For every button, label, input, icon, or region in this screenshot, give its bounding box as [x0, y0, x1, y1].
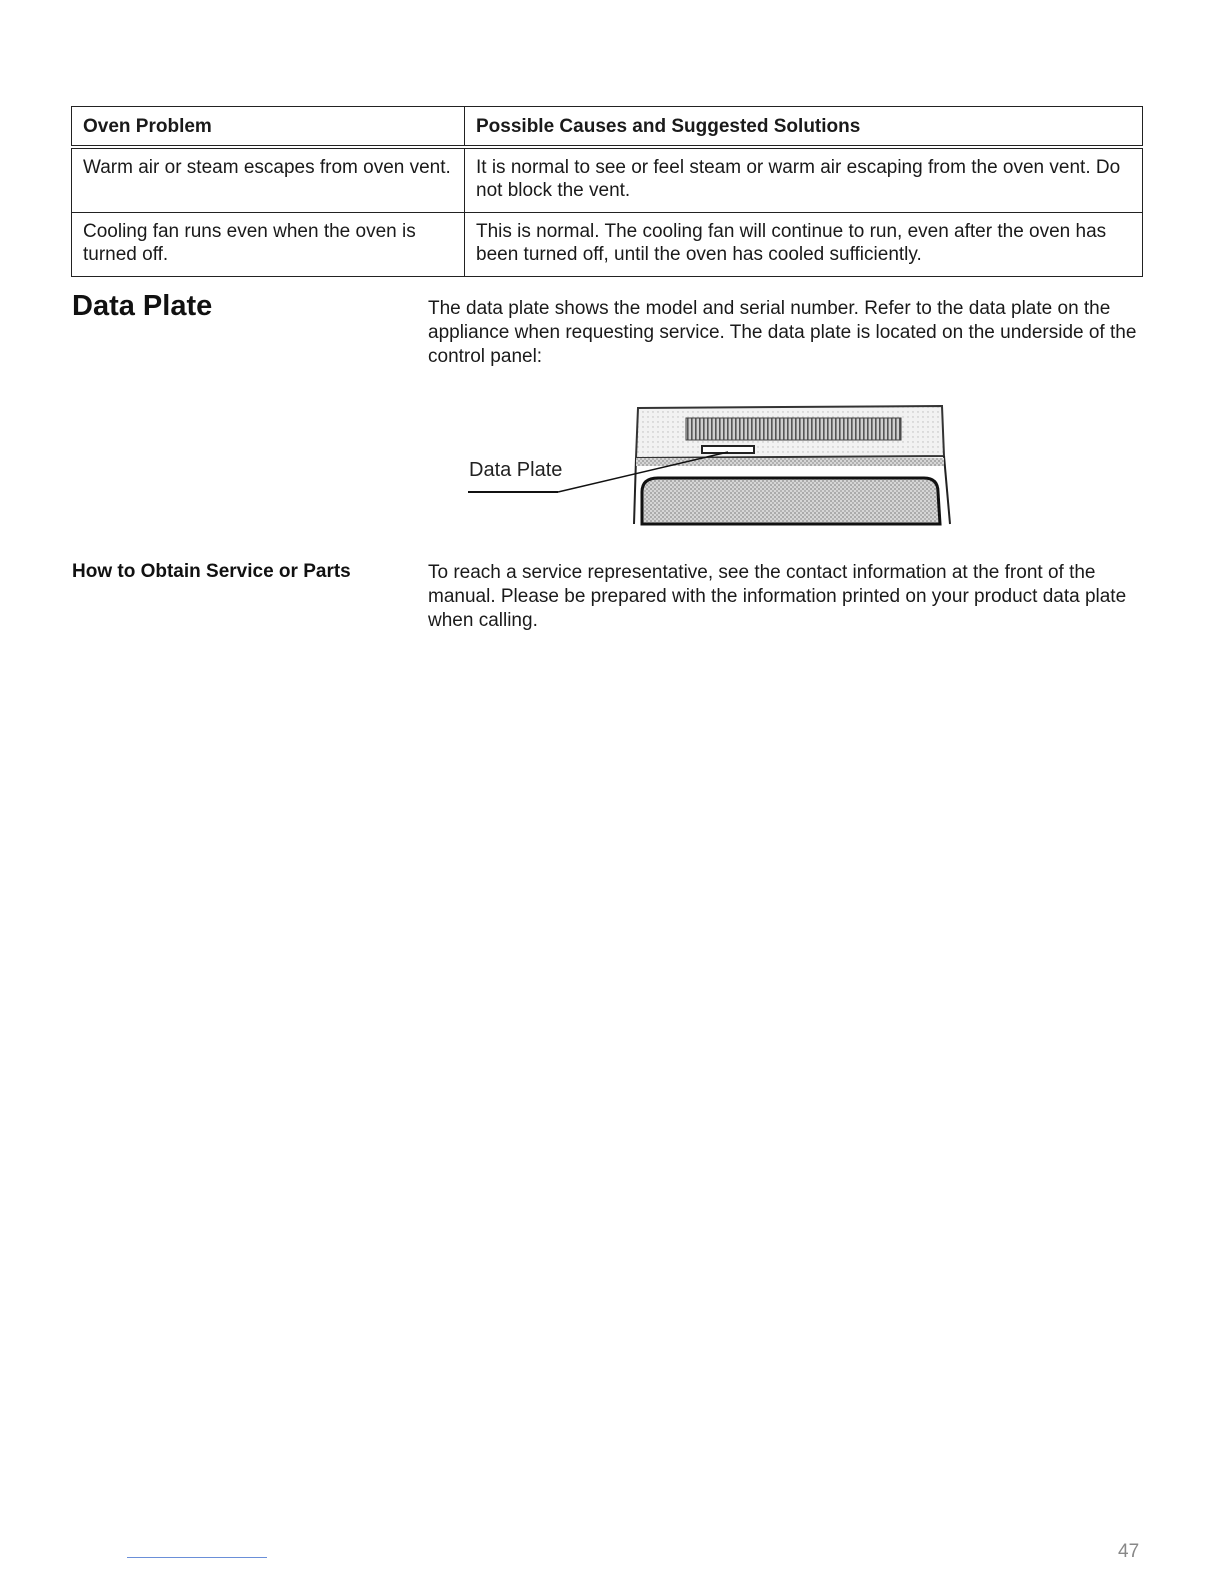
table-row — [72, 147, 1143, 213]
column-header-problem: Oven Problem — [72, 107, 465, 148]
data-plate-description: The data plate shows the model and serial number. Refer to the data plate on the appliance when requesting service. The data plate is located on the underside of the control panel: — [428, 298, 1137, 367]
service-heading: How to Obtain Service or Parts — [72, 561, 351, 582]
table-row — [72, 213, 1143, 277]
footer-divider — [127, 1557, 267, 1558]
column-header-solutions: Possible Causes and Suggested Solutions — [465, 107, 1143, 148]
solution-cell: It is normal to see or feel steam or warm air escaping from the oven vent. Do not block the vent. — [465, 147, 1143, 213]
table-header-row — [72, 107, 1143, 148]
data-plate-illustration — [466, 400, 956, 530]
troubleshooting-table — [71, 106, 1143, 277]
data-plate-heading: Data Plate — [72, 290, 213, 322]
data-plate-marker — [702, 446, 754, 453]
problem-cell: Cooling fan runs even when the oven is turned off. — [72, 213, 465, 277]
service-description: To reach a service representative, see the contact information at the front of the manual. Please be prepared with the information printed on your product data plate when calling. — [428, 562, 1127, 631]
figure-label: Data Plate — [469, 459, 563, 481]
problem-cell: Warm air or steam escapes from oven vent. — [72, 147, 465, 213]
page-number: 47 — [1118, 1541, 1140, 1562]
solution-cell: This is normal. The cooling fan will continue to run, even after the oven has been turned off, until the oven has cooled sufficiently. — [465, 213, 1143, 277]
